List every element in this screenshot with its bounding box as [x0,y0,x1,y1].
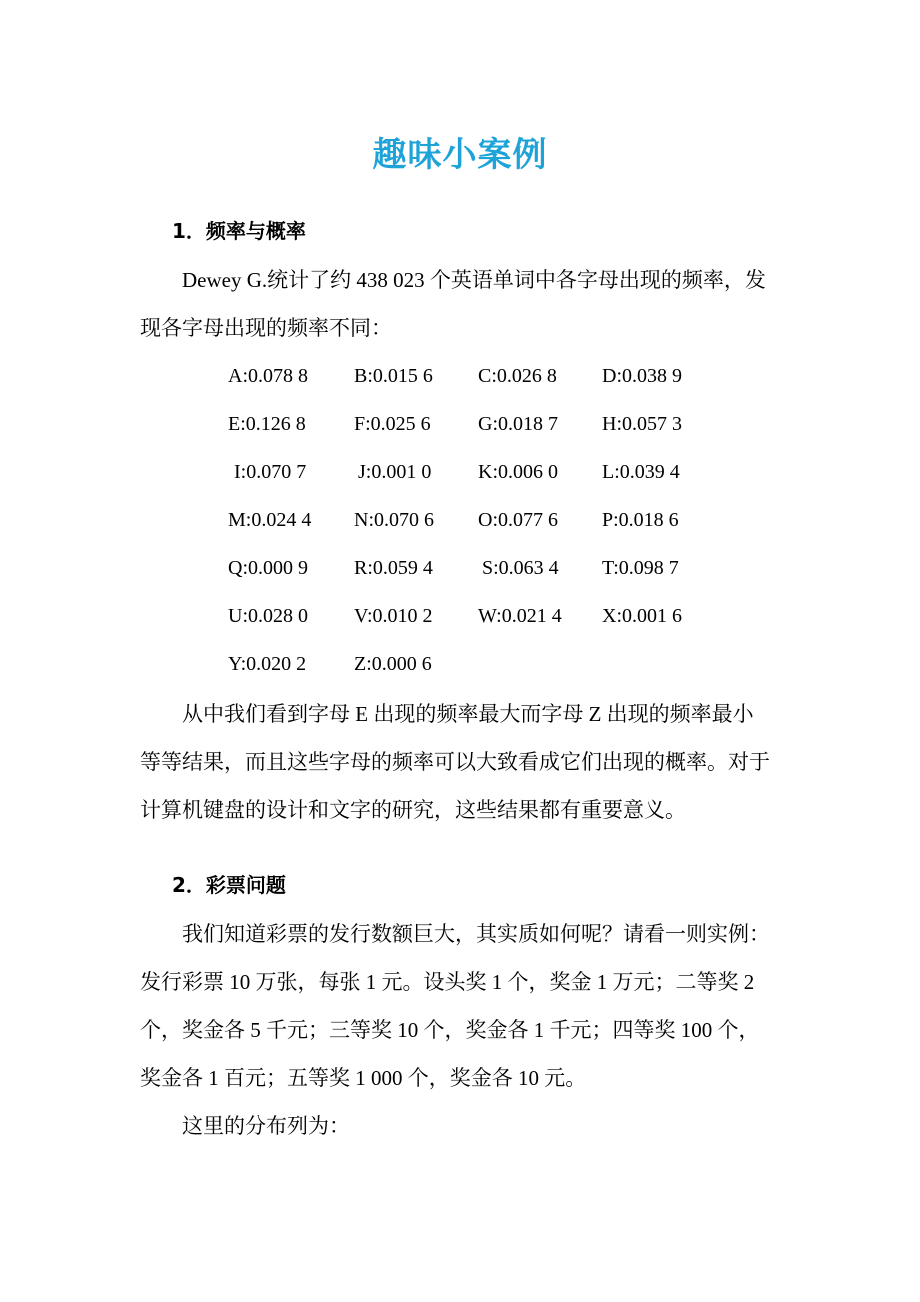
frequency-cell: L:0.039 4 [602,461,680,483]
section1-intro-line1: Dewey G.统计了约 438 023 个英语单词中各字母出现的频率，发 [182,268,766,292]
frequency-cell: K:0.006 0 [478,461,558,483]
frequency-cell: O:0.077 6 [478,509,558,531]
frequency-row [228,544,728,592]
frequency-cell: H:0.057 3 [602,413,682,435]
frequency-row [228,496,728,544]
frequency-cell: N:0.070 6 [354,509,434,531]
frequency-cell: Q:0.000 9 [228,557,308,579]
frequency-cell: V:0.010 2 [354,605,433,627]
frequency-cell: J:0.001 0 [358,461,432,483]
section2-heading: 2．彩票问题 [172,873,286,897]
frequency-cell: E:0.126 8 [228,413,306,435]
frequency-cell: G:0.018 7 [478,413,558,435]
frequency-cell: S:0.063 4 [482,557,559,579]
section2-line4: 奖金各 1 百元；五等奖 1 000 个，奖金各 10 元。 [140,1066,587,1090]
frequency-cell: M:0.024 4 [228,509,312,531]
frequency-cell: X:0.001 6 [602,605,682,627]
section1-intro-line2: 现各字母出现的频率不同： [140,316,392,340]
frequency-row [228,592,728,640]
page-title: 趣味小案例 [372,135,548,175]
frequency-row [228,352,728,400]
section1-conclusion-line1: 从中我们看到字母 E 出现的频率最大而字母 Z 出现的频率最小 [182,702,754,726]
section2-body [140,910,780,1150]
frequency-cell: Y:0.020 2 [228,653,307,675]
section1-intro [140,256,780,352]
frequency-cell: T:0.098 7 [602,557,679,579]
frequency-cell: B:0.015 6 [354,365,433,387]
frequency-row [228,448,728,496]
section2-line2: 发行彩票 10 万张，每张 1 元。设头奖 1 个，奖金 1 万元；二等奖 2 [140,970,755,994]
section1-conclusion-line3: 计算机键盘的设计和文字的研究，这些结果都有重要意义。 [140,798,686,822]
frequency-cell: U:0.028 0 [228,605,308,627]
frequency-row [228,640,728,688]
section2-line5: 这里的分布列为： [182,1114,350,1138]
section2-line3: 个，奖金各 5 千元；三等奖 10 个，奖金各 1 千元；四等奖 100 个， [140,1018,760,1042]
frequency-cell: F:0.025 6 [354,413,431,435]
section1-heading: 1．频率与概率 [172,219,306,243]
section2-line1: 我们知道彩票的发行数额巨大，其实质如何呢？请看一则实例： [182,922,770,946]
frequency-cell: R:0.059 4 [354,557,433,579]
frequency-cell: D:0.038 9 [602,365,682,387]
frequency-cell: A:0.078 8 [228,365,308,387]
frequency-cell: Z:0.000 6 [354,653,432,675]
section1-conclusion-line2: 等等结果，而且这些字母的频率可以大致看成它们出现的概率。对于 [140,750,770,774]
section1-conclusion [140,690,780,834]
frequency-row [228,400,728,448]
letter-frequency-table [228,352,728,688]
frequency-cell: C:0.026 8 [478,365,557,387]
frequency-cell: I:0.070 7 [234,461,307,483]
frequency-cell: W:0.021 4 [478,605,562,627]
frequency-cell: P:0.018 6 [602,509,679,531]
